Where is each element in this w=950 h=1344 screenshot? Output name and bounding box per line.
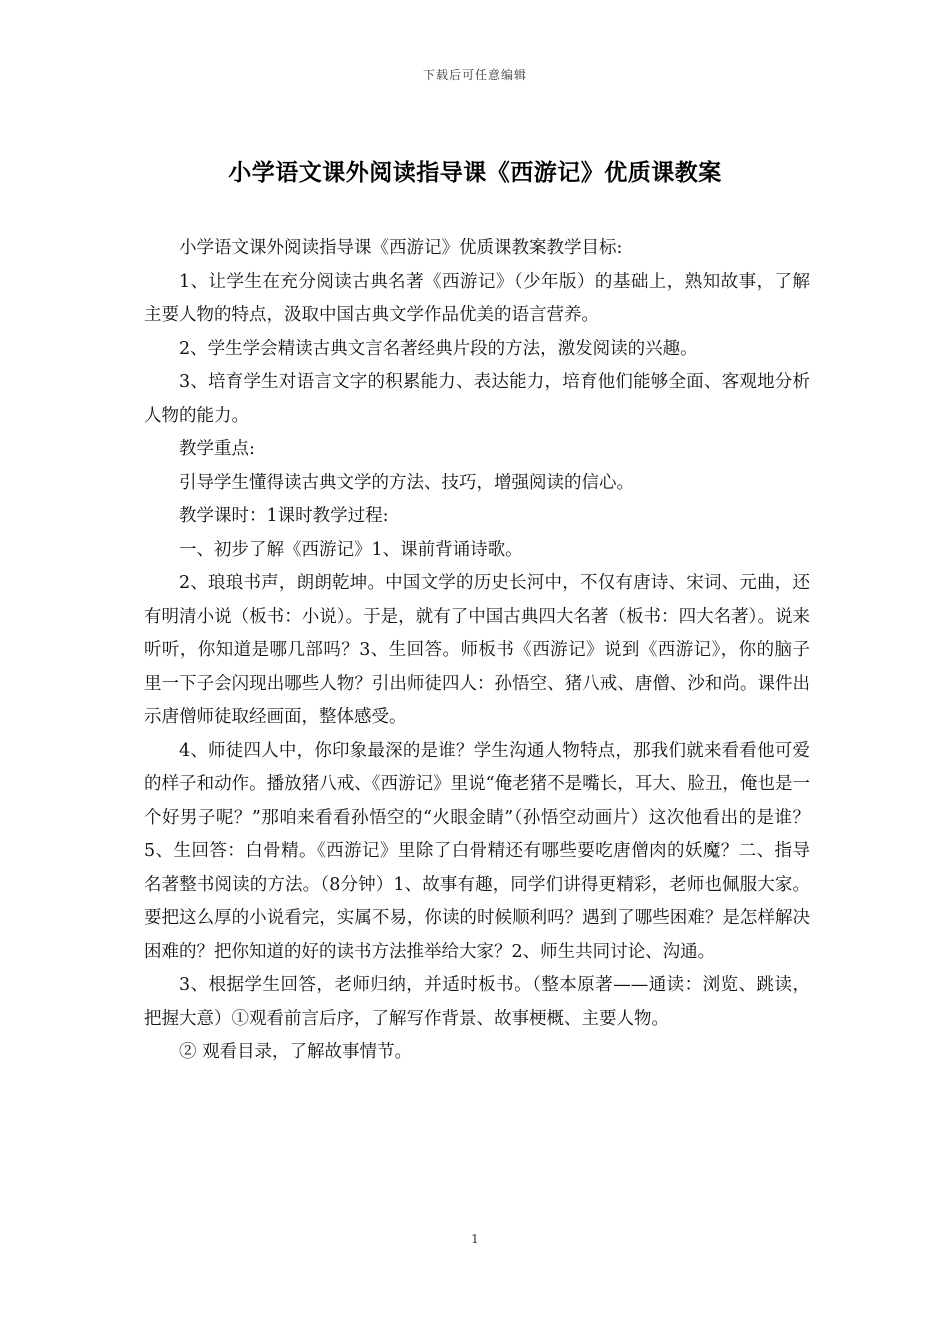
document-title: 小学语文课外阅读指导课《西游记》优质课教案: [228, 160, 722, 186]
paragraph-step-1: 一、初步了解《西游记》1、课前背诵诗歌。: [179, 539, 523, 560]
paragraph-goal-2: 2、学生学会精读古典文言名著经典片段的方法，激发阅读的兴趣。: [179, 338, 698, 359]
paragraph-step-3-summary: 3、根据学生回答，老师归纳，并适时板书。（整本原著——通读：浏览、跳读，把握大意）①观看前言后序，了解写作背景、故事梗概、主要人物。: [144, 975, 810, 1029]
paragraph-class-hours: 教学课时：1课时教学过程:: [179, 506, 389, 526]
paragraph-catalog: ② 观看目录，了解故事情节。: [179, 1042, 413, 1062]
paragraph-key-points: 引导学生懂得读古典文学的方法、技巧，增强阅读的信心。: [179, 472, 634, 493]
paragraph-intro: 小学语文课外阅读指导课《西游记》优质课教案教学目标:: [179, 238, 623, 258]
paragraph-key-points-heading: 教学重点:: [179, 439, 255, 459]
page-number: 1: [471, 1232, 479, 1246]
paragraph-goal-3: 3、培育学生对语言文字的积累能力、表达能力，培育他们能够全面、客观地分析人物的能力。: [144, 372, 810, 426]
document-body: [144, 232, 810, 1070]
paragraph-step-2: 2、琅琅书声，朗朗乾坤。中国文学的历史长河中，不仅有唐诗、宋词、元曲，还有明清小说（板书：小说）。于是，就有了中国古典四大名著（板书：四大名著）。说来听听，你知道是哪几部吗？3、生回答。师板书《西游记》说到《西游记》，你的脑子里一下子会闪现出哪些人物？引出师徒四人：孙悟空、猪八戒、唐僧、沙和尚。课件出示唐僧师徒取经画面，整体感受。: [144, 573, 810, 727]
paragraph-goal-1: 1、让学生在充分阅读古典名著《西游记》（少年版）的基础上，熟知故事，了解主要人物的特点，汲取中国古典文学作品优美的语言营养。: [144, 271, 810, 325]
paragraph-step-4: 4、师徒四人中，你印象最深的是谁？学生沟通人物特点，那我们就来看看他可爱的样子和动作。播放猪八戒、《西游记》里说“俺老猪不是嘴长，耳大、脸丑，俺也是一个好男子呢？”那咱来看看孙悟空的“火眼金睛”（孙悟空动画片）这次他看出的是谁？5、生回答：白骨精。《西游记》里除了白骨精还有哪些要吃唐僧肉的妖魔？二、指导名著整书阅读的方法。（8分钟）1、故事有趣，同学们讲得更精彩，老师也佩服大家。要把这么厚的小说看完，实属不易，你读的时候顺利吗？遇到了哪些困难？是怎样解决困难的？把你知道的好的读书方法推举给大家？2、师生共同讨论、沟通。: [144, 740, 810, 962]
header-note: 下载后可任意编辑: [422, 68, 527, 82]
